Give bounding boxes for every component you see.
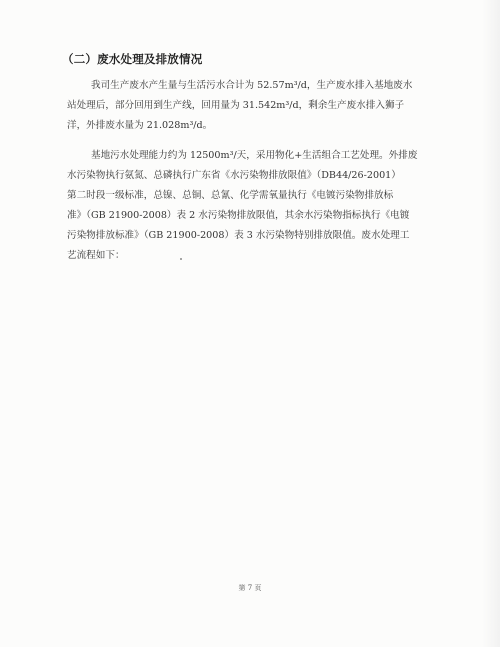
paragraph-line: 站处理后，部分回用到生产线，回用量为 31.542m³/d，剩余生产废水排入狮子 — [67, 100, 405, 111]
paragraph-line: 第二时段一级标准，总镍、总铜、总氰、化学需氧量执行《电镀污染物排放标 — [67, 190, 394, 201]
paragraph-line: 艺流程如下： — [67, 250, 125, 261]
section-heading: （二）废水处理及排放情况 — [62, 52, 203, 66]
paragraph-line: 我司生产废水产生量与生活污水合计为 52.57m³/d，生产废水排入基地废水 — [91, 80, 413, 91]
scan-speck — [180, 258, 182, 260]
paragraph-line: 洋，外排废水量为 21.028m³/d。 — [67, 120, 213, 131]
page-number: 第 7 页 — [238, 584, 262, 592]
scan-edge-shading — [482, 0, 500, 647]
paragraph-line: 污染物排放标准》（GB 21900-2008）表 3 水污染物特别排放限值。废水处理工 — [67, 230, 410, 241]
paragraph-wastewater-volume — [67, 76, 416, 136]
paragraph-line: 基地污水处理能力约为 12500m³/天，采用物化+生活组合工艺处理。外排废 — [91, 150, 418, 161]
paragraph-line: 水污染物执行氨氮、总磷执行广东省《水污染物排放限值》（DB44/26-2001） — [67, 170, 401, 181]
paragraph-treatment-standards — [67, 146, 418, 266]
paragraph-line: 准》（GB 21900-2008）表 2 水污染物排放限值，其余水污染物指标执行《电镀 — [67, 210, 410, 221]
